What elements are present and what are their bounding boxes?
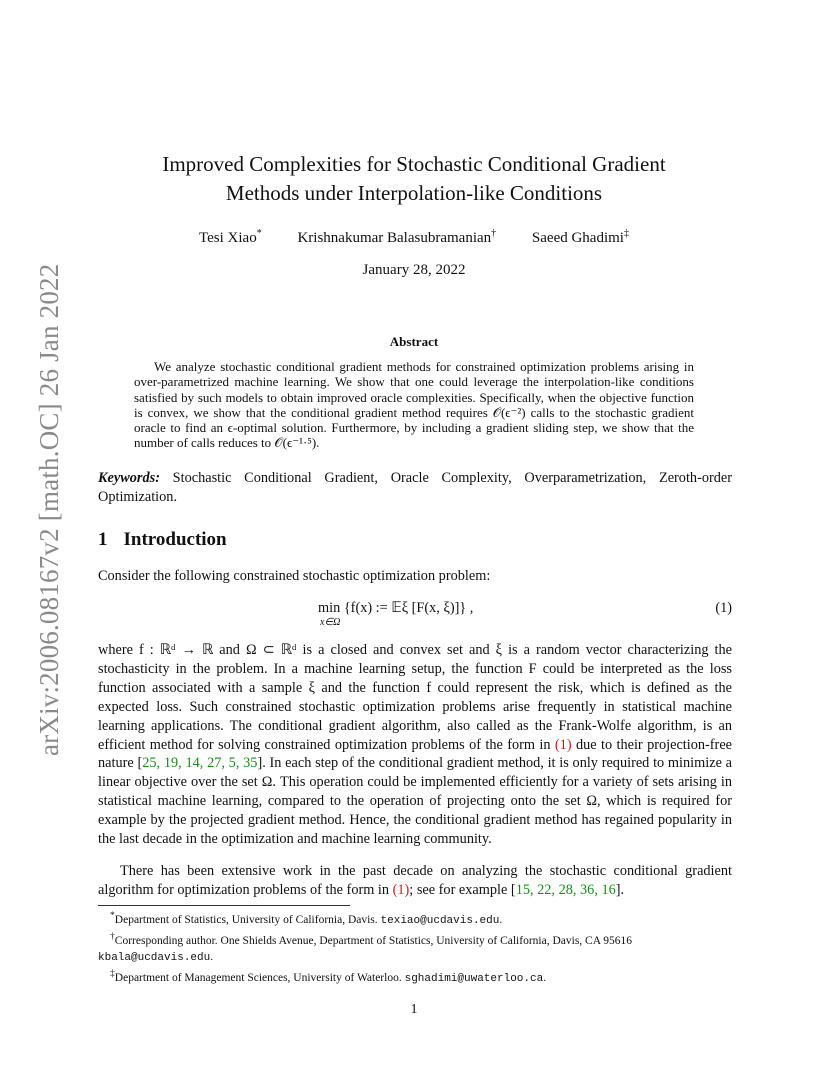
keywords [98, 469, 732, 507]
paragraph-2: There has been extensive work in the past decade on analyzing the stochastic conditional gradient algorithm for optimization problems of the form in (1); see for example [15, 22, 28, 36, 16]. [98, 863, 732, 898]
keywords-label: Keywords: [98, 470, 160, 486]
equation-1 [98, 600, 732, 630]
equation-number: (1) [715, 600, 732, 616]
page-number: 1 [410, 1002, 418, 1017]
intro-lead: Consider the following constrained stochastic optimization problem: [98, 568, 491, 584]
footnote: †Corresponding author. One Shields Avenue, Department of Statistics, University of California, Davis, CA 95616 kbala@ucdavis.edu. [98, 931, 633, 964]
citation-link[interactable]: 25, 19, 14, 27, 5, 35 [142, 755, 258, 772]
author: Saeed Ghadimi‡ [531, 228, 629, 246]
paper-title [98, 150, 730, 208]
email-link[interactable]: sghadimi@uwaterloo.ca [404, 972, 544, 985]
title-line-2: Methods under Interpolation-like Conditions [225, 181, 603, 205]
footnotes [98, 908, 732, 987]
email-link[interactable]: texiao@ucdavis.edu [380, 914, 500, 927]
footnote-divider [98, 905, 350, 906]
arxiv-identifier[interactable]: arXiv:2006.08167v2 [math.OC] 26 Jan 2022 [34, 263, 64, 756]
abstract-heading: Abstract [389, 334, 439, 349]
equation-ref-link[interactable]: (1) [554, 736, 572, 753]
equation-ref-link[interactable]: (1) [392, 881, 410, 898]
paragraph-1: where f : ℝᵈ → ℝ and Ω ⊂ ℝᵈ is a closed and convex set and ξ is a random vector characterizing the stochasticity in the problem. In a machine learning setup, the function F could be interpreted as the loss function associated with a sample ξ and the function f could represent the risk, which is defined as the expected loss. Such constrained stochastic optimization problems arise frequently in statistical machine learning applications. The conditional gradient algorithm, also called as the Frank-Wolfe algorithm, is an efficient method for solving constrained optimization problems of the form in (1) due to their projection-free nature [25, 19, 14, 27, 5, 35]. In each step of the conditional gradient method, it is only required to minimize a linear objective over the set Ω. This operation could be implemented efficiently for a variety of sets arising in statistical machine learning, compared to the operation of projecting onto the set Ω, which is required for example by the projected gradient method. Hence, the conditional gradient method has regained popularity in the last decade in the optimization and machine learning community. [98, 642, 733, 848]
section-title: Introduction [123, 529, 227, 550]
section-heading [98, 529, 227, 551]
paper-date: January 28, 2022 [362, 262, 466, 278]
author: Krishnakumar Balasubramanian† [297, 228, 497, 246]
citation-link[interactable]: 15, 22, 28, 36, 16 [515, 881, 616, 898]
footnote: *Department of Statistics, University of California, Davis. texiao@ucdavis.edu. [110, 910, 503, 927]
section-number: 1 [98, 529, 108, 550]
equation-body: min {f(x) := 𝔼ξ [F(x, ξ)]} , [318, 600, 474, 616]
keywords-text: Stochastic Conditional Gradient, Oracle Complexity, Overparametrization, Zeroth-order Optimization. [98, 470, 732, 505]
author-list [98, 228, 730, 247]
footnote: ‡Department of Management Sciences, University of Waterloo. sghadimi@uwaterloo.ca. [110, 968, 547, 985]
email-link[interactable]: kbala@ucdavis.edu [98, 951, 211, 964]
author: Tesi Xiao* [199, 228, 262, 246]
equation-subscript: x∈Ω [320, 617, 341, 628]
abstract-text: We analyze stochastic conditional gradient methods for constrained optimization problems arising in over-parametrized machine learning. We show that one could leverage the interpolation-like conditions satisfied by such models to obtain improved oracle complexities. Specifically, when the objective function is convex, we show that the conditional gradient method requires 𝒪(ϵ⁻²) calls to the stochastic gradient oracle to find an ϵ-optimal solution. Furthermore, by including a gradient sliding step, we show that the number of calls reduces to 𝒪(ϵ⁻¹·⁵). [134, 359, 694, 451]
title-line-1: Improved Complexities for Stochastic Conditional Gradient [162, 152, 666, 176]
